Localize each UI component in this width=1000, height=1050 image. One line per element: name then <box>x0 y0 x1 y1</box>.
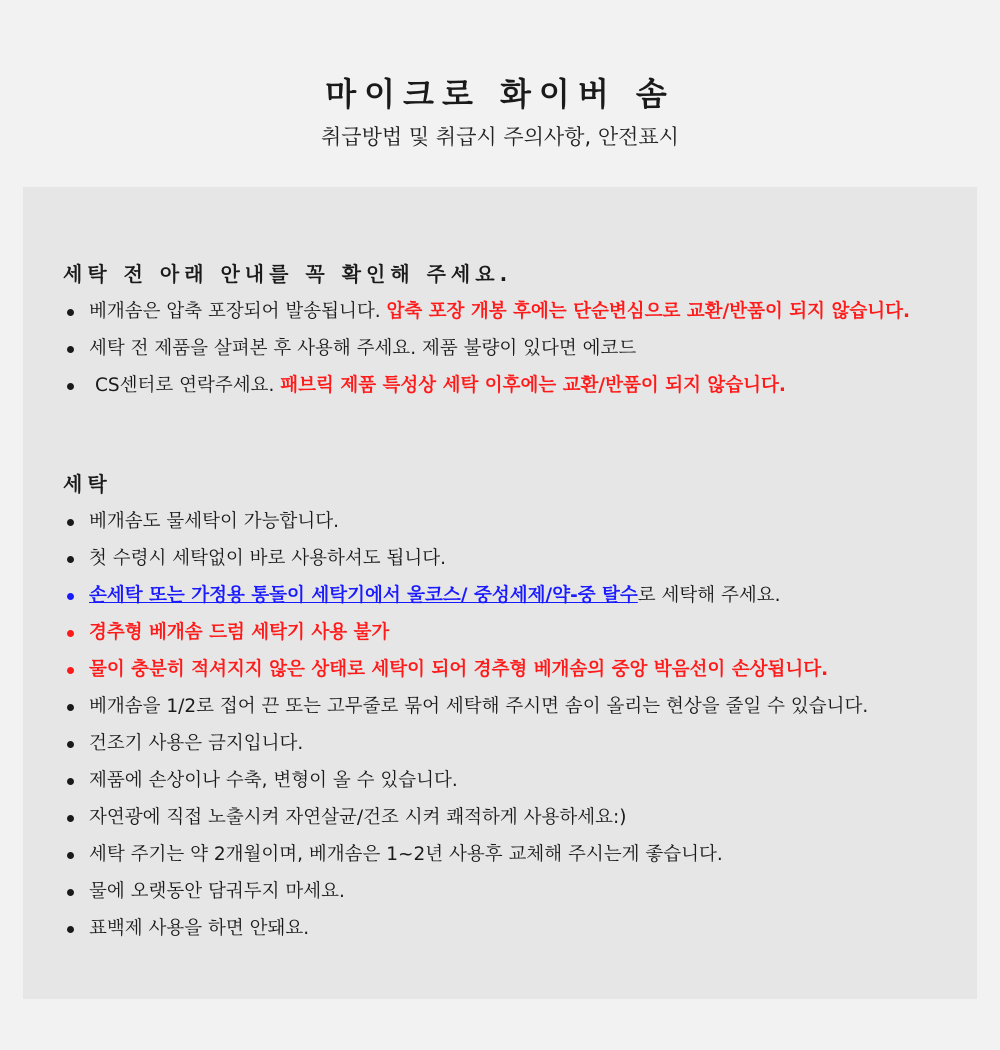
list-item <box>63 540 963 577</box>
washing-item-text: 베개솜을 1/2로 접어 끈 또는 고무줄로 묶어 세탁해 주시면 솜이 올리는 현상을 줄일 수 있습니다. <box>89 696 869 717</box>
notice-item-text: 세탁 전 제품을 살펴본 후 사용해 주세요. 제품 불량이 있다면 에코드 <box>89 338 637 359</box>
washing-item-warning: 경추형 베개솜 드럼 세탁기 사용 불가 <box>89 622 390 643</box>
list-item <box>63 762 963 799</box>
page-header <box>0 70 1000 154</box>
list-item <box>63 836 963 873</box>
list-item <box>63 577 963 614</box>
washing-method-highlight: 손세탁 또는 가정용 통돌이 세탁기에서 울코스/ 중성세제/약-중 탈수 <box>89 585 638 606</box>
washing-item-text: 로 세탁해 주세요. <box>637 585 781 606</box>
washing-item-warning: 물이 충분히 적셔지지 않은 상태로 세탁이 되어 경추형 베개솜의 중앙 박음선이 손상됩니다. <box>89 659 829 680</box>
list-item <box>63 293 963 330</box>
list-item <box>63 651 963 688</box>
list-item <box>63 688 963 725</box>
care-instructions-panel <box>23 187 977 999</box>
pre-wash-notice-list <box>63 293 963 404</box>
pre-wash-notice-section <box>63 257 963 404</box>
notice-item-warning: 패브릭 제품 특성상 세탁 이후에는 교환/반품이 되지 않습니다. <box>280 375 786 396</box>
washing-item-text: 제품에 손상이나 수축, 변형이 올 수 있습니다. <box>89 770 458 791</box>
notice-item-text: CS센터로 연락주세요. <box>95 375 281 396</box>
page-title: 마이크로 화이버 솜 <box>325 75 675 113</box>
list-item <box>63 799 963 836</box>
washing-section <box>63 467 963 947</box>
list-item <box>63 503 963 540</box>
list-item <box>63 330 963 367</box>
washing-heading: 세탁 <box>63 472 112 496</box>
page-subtitle: 취급방법 및 취급시 주의사항, 안전표시 <box>321 125 679 149</box>
washing-item-text: 표백제 사용을 하면 안돼요. <box>89 918 310 939</box>
list-item <box>63 725 963 762</box>
list-item <box>63 873 963 910</box>
pre-wash-notice-heading: 세탁 전 아래 안내를 꼭 확인해 주세요. <box>63 262 513 286</box>
washing-item-text: 건조기 사용은 금지입니다. <box>89 733 304 754</box>
washing-item-text: 물에 오랫동안 담궈두지 마세요. <box>89 881 345 902</box>
washing-list <box>63 503 963 947</box>
notice-item-warning: 압축 포장 개봉 후에는 단순변심으로 교환/반품이 되지 않습니다. <box>386 301 911 322</box>
washing-item-text: 첫 수령시 세탁없이 바로 사용하셔도 됩니다. <box>89 548 446 569</box>
notice-item-text: 베개솜은 압축 포장되어 발송됩니다. <box>89 301 387 322</box>
list-item <box>63 367 963 404</box>
washing-item-text: 자연광에 직접 노출시켜 자연살균/건조 시켜 쾌적하게 사용하세요:) <box>89 807 627 828</box>
list-item <box>63 614 963 651</box>
washing-item-text: 베개솜도 물세탁이 가능합니다. <box>89 511 339 532</box>
washing-item-text: 세탁 주기는 약 2개월이며, 베개솜은 1~2년 사용후 교체해 주시는게 좋습니다. <box>89 844 723 865</box>
list-item <box>63 910 963 947</box>
